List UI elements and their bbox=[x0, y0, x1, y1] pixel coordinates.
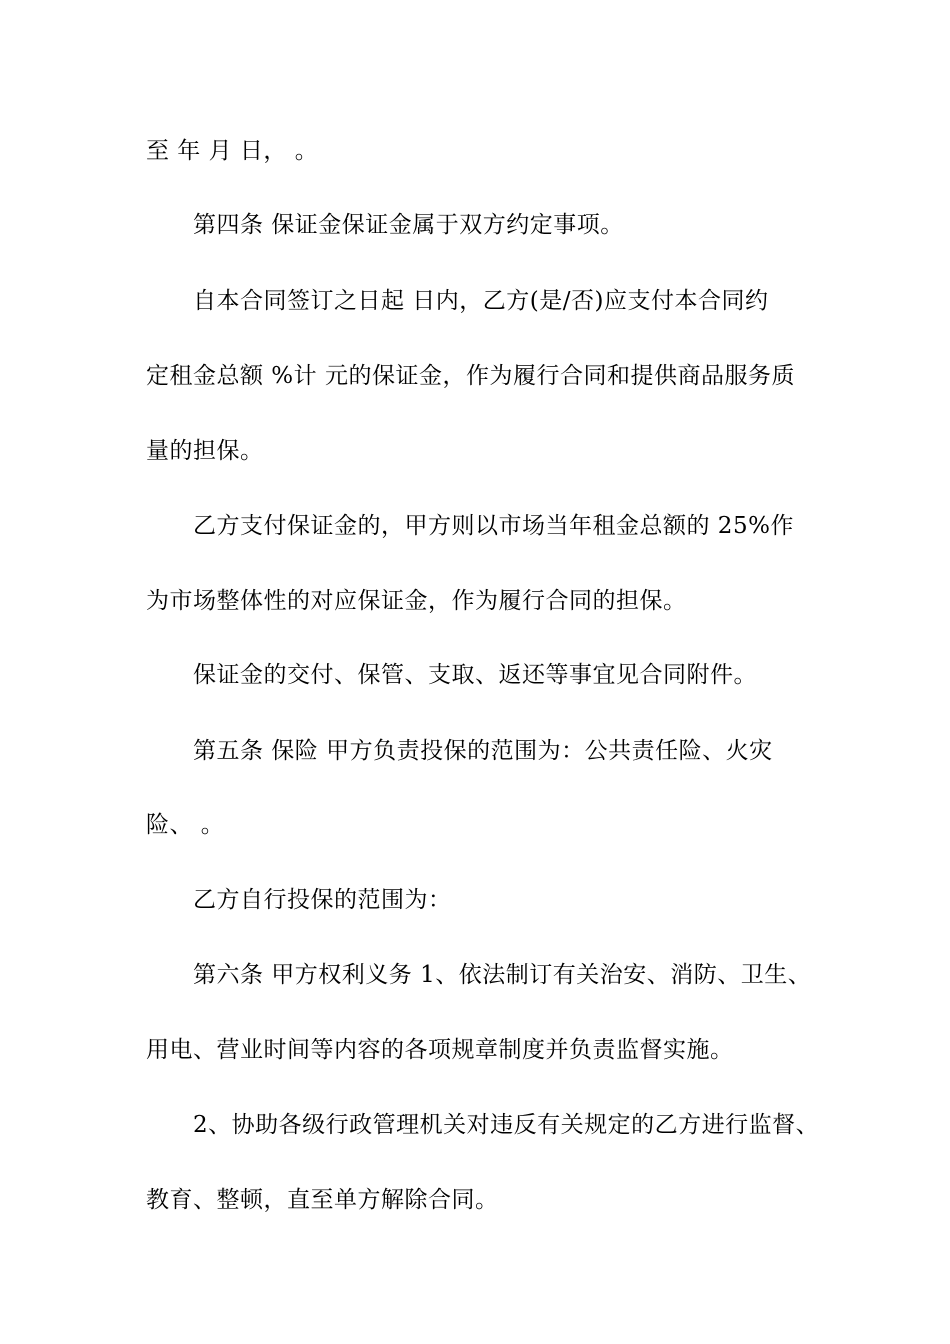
text-line-8: 保证金的交付、保管、支取、返还等事宜见合同附件。 bbox=[193, 662, 757, 688]
article-6-heading: 第六条 甲方权利义务 1、依法制订有关治安、消防、卫生、 bbox=[193, 962, 812, 988]
text-line-1: 至 年 月 日， 。 bbox=[146, 138, 319, 164]
text-line-15: 教育、整顿，直至单方解除合同。 bbox=[146, 1187, 499, 1213]
article-4-heading: 第四条 保证金保证金属于双方约定事项。 bbox=[193, 212, 624, 238]
text-line-10: 险、 。 bbox=[146, 812, 225, 838]
text-line-13: 用电、营业时间等内容的各项规章制度并负责监督实施。 bbox=[146, 1037, 734, 1063]
text-line-7: 为市场整体性的对应保证金，作为履行合同的担保。 bbox=[146, 588, 687, 614]
text-line-11: 乙方自行投保的范围为： bbox=[193, 887, 452, 913]
text-line-3: 自本合同签订之日起 日内，乙方(是/否)应支付本合同约 bbox=[193, 288, 769, 314]
article-5-heading: 第五条 保险 甲方负责投保的范围为：公共责任险、火灾 bbox=[193, 738, 773, 764]
text-line-4: 定租金总额 %计 元的保证金，作为履行合同和提供商品服务质 bbox=[146, 363, 795, 389]
text-line-14: 2、协助各级行政管理机关对违反有关规定的乙方进行监督、 bbox=[193, 1112, 820, 1138]
text-line-6: 乙方支付保证金的，甲方则以市场当年租金总额的 25%作 bbox=[193, 513, 794, 539]
text-line-5: 量的担保。 bbox=[146, 438, 264, 464]
